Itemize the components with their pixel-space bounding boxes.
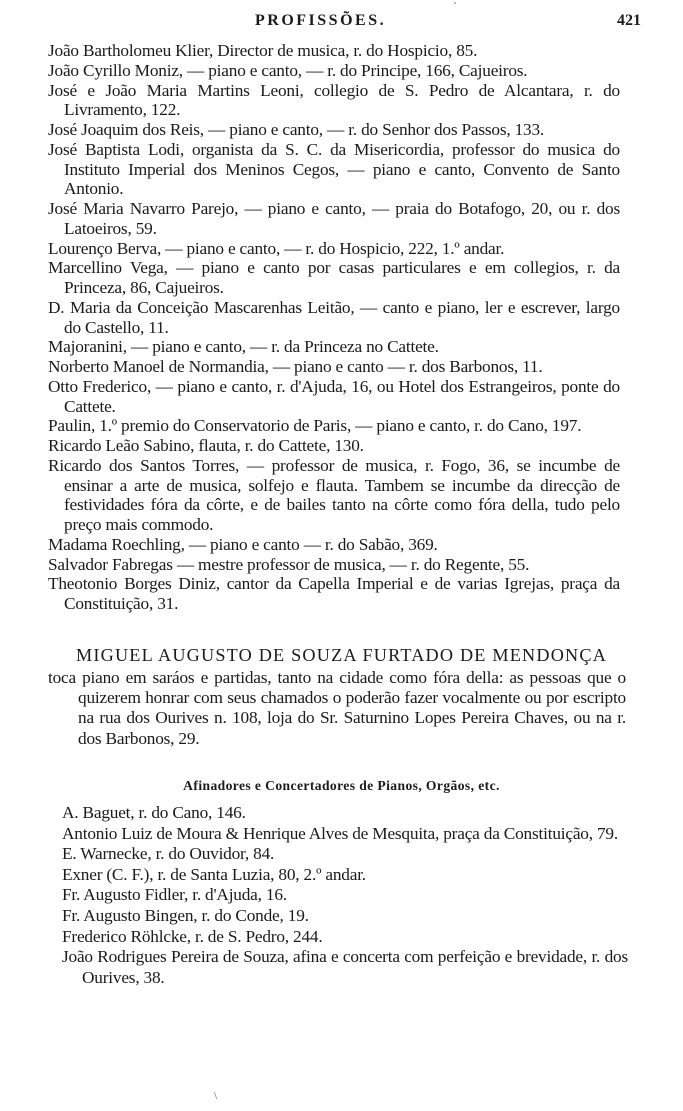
list-item: João Cyrillo Moniz, — piano e canto, — r. do Principe, 166, Cajueiros. bbox=[48, 60, 528, 80]
list-item: Majoranini, — piano e canto, — r. da Princeza no Cattete. bbox=[48, 337, 439, 357]
list-item: Ricardo Leão Sabino, flauta, r. do Cattete, 130. bbox=[48, 436, 364, 455]
list-item: José Joaquim dos Reis, — piano e canto, — r. do Senhor dos Passos, 133. bbox=[48, 120, 545, 139]
list-item: José Maria Navarro Parejo, — piano e canto, — praia do Botafogo, 20, ou r. dos Latoeiros, 59. bbox=[48, 199, 620, 238]
list-item: Exner (C. F.), r. de Santa Luzia, 80, 2.º andar. bbox=[62, 864, 366, 884]
list-item: José Baptista Lodi, organista da S. C. da Misericordia, professor do musica do Instituto Imperial dos Meninos Cegos, — piano e canto, Convento de Santo Antonio. bbox=[48, 139, 620, 199]
print-speck: \ bbox=[214, 1090, 218, 1102]
list-item: João Bartholomeu Klier, Director de musica, r. do Hospicio, 85. bbox=[48, 41, 478, 60]
list-item: Frederico Röhlcke, r. de S. Pedro, 244. bbox=[62, 926, 323, 946]
featured-text: toca piano em saráos e partidas, tanto na cidade como fóra della: as pessoas que o quizerem honrar com seus chamados o poderão fazer vocalmente ou por escripto na rua dos Ourives n. 108, loja do Sr. Saturnino Lopes Pereira Chaves, ou na r. dos Barbonos, 29. bbox=[48, 668, 626, 748]
list-item: Norberto Manoel de Normandia, — piano e canto — r. dos Barbonos, 11. bbox=[48, 357, 543, 376]
list-item: Salvador Fabregas — mestre professor de musica, — r. do Regente, 55. bbox=[48, 554, 530, 574]
featured-name: MIGUEL AUGUSTO DE SOUZA FURTADO DE MENDONÇA bbox=[76, 645, 608, 665]
music-teachers-list bbox=[48, 41, 620, 614]
list-item: José e João Maria Martins Leoni, collegio de S. Pedro de Alcantara, r. do Livramento, 122. bbox=[48, 80, 620, 120]
list-item: Fr. Augusto Fidler, r. d'Ajuda, 16. bbox=[62, 885, 287, 905]
list-item: Lourenço Berva, — piano e canto, — r. do Hospicio, 222, 1.º andar. bbox=[48, 238, 505, 258]
list-item: Madama Roechling, — piano e canto — r. do Sabão, 369. bbox=[48, 534, 438, 554]
list-item: D. Maria da Conceição Mascarenhas Leitão, — canto e piano, ler e escrever, largo do Castello, 11. bbox=[48, 297, 620, 337]
running-head bbox=[0, 12, 683, 36]
list-item: Ricardo dos Santos Torres, — professor de musica, r. Fogo, 36, se incumbe de ensinar a arte de musica, solfejo e flauta. Tambem se incumbe da direcção de festividades fóra da côrte, e de bailes tanto na côrte como fóra della, tudo pelo preço mais commodo. bbox=[48, 455, 620, 534]
section-heading: Afinadores e Concertadores de Pianos, Orgãos, etc. bbox=[183, 778, 500, 793]
list-item: A. Baguet, r. do Cano, 146. bbox=[62, 803, 246, 822]
list-item: Antonio Luiz de Moura & Henrique Alves de Mesquita, praça da Constituição, 79. bbox=[62, 823, 618, 843]
print-speck: ' bbox=[454, 0, 456, 12]
list-item: João Rodrigues Pereira de Souza, afina e concerta com perfeição e brevidade, r. dos Ourives, 38. bbox=[62, 947, 628, 987]
list-item: Paulin, 1.º premio do Conservatorio de Paris, — piano e canto, r. do Cano, 197. bbox=[48, 416, 582, 436]
list-item: E. Warnecke, r. do Ouvidor, 84. bbox=[62, 844, 275, 864]
list-item: Fr. Augusto Bingen, r. do Conde, 19. bbox=[62, 905, 309, 925]
featured-advertisement bbox=[48, 644, 626, 749]
running-title: PROFISSÕES. bbox=[255, 12, 387, 29]
list-item: Otto Frederico, — piano e canto, r. d'Ajuda, 16, ou Hotel dos Estrangeiros, ponte do Cattete. bbox=[48, 376, 620, 416]
list-item: Marcellino Vega, — piano e canto por casas particulares e em collegios, r. da Princeza, 86, Cajueiros. bbox=[48, 258, 620, 297]
piano-tuners-list bbox=[62, 803, 628, 988]
page-number: 421 bbox=[617, 12, 641, 29]
list-item: Theotonio Borges Diniz, cantor da Capella Imperial e de varias Igrejas, praça da Constituição, 31. bbox=[48, 574, 620, 613]
